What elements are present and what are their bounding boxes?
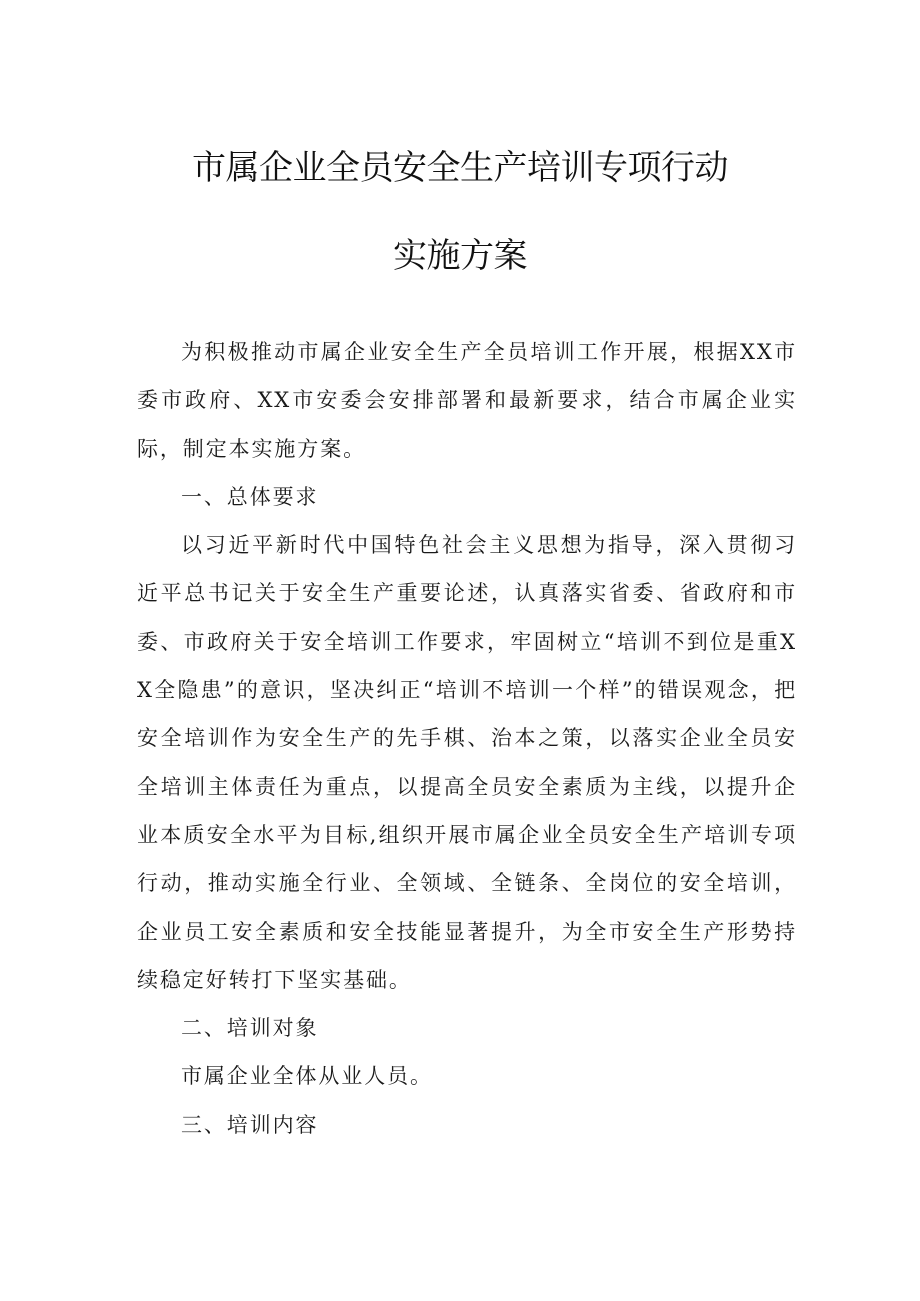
- intro-paragraph: 为积极推动市属企业安全生产全员培训工作开展，根据XX市委市政府、XX市安委会安排部署和最新要求，结合市属企业实际，制定本实施方案。: [137, 340, 797, 461]
- section-heading-training-targets: 二、培训对象: [181, 1016, 319, 1041]
- section-paragraph-training-targets: 市属企业全体从业人员。: [181, 1064, 433, 1089]
- section-heading-training-content: 三、培训内容: [181, 1112, 319, 1137]
- document-title-line1: 市属企业全员安全生产培训专项行动: [192, 148, 728, 188]
- document-title-line2: 实施方案: [393, 236, 527, 276]
- document-body: [137, 328, 797, 1149]
- section-paragraph-general-requirements: 以习近平新时代中国特色社会主义思想为指导，深入贯彻习近平总书记关于安全生产重要论述，认真落实省委、省政府和市委、市政府关于安全培训工作要求，牢固树立“培训不到位是重XX全隐患”的意识，坚决纠正“培训不培训一个样”的错误观念，把安全培训作为安全生产的先手棋、治本之策，以落实企业全员安全培训主体责任为重点，以提高全员安全素质为主线，以提升企业本质安全水平为目标,组织开展市属企业全员安全生产培训专项行动，推动实施全行业、全领域、全链条、全岗位的安全培训，企业员工安全素质和安全技能显著提升，为全市安全生产形势持续稳定好转打下坚实基础。: [137, 533, 797, 992]
- section-heading-general-requirements: 一、总体要求: [181, 484, 319, 509]
